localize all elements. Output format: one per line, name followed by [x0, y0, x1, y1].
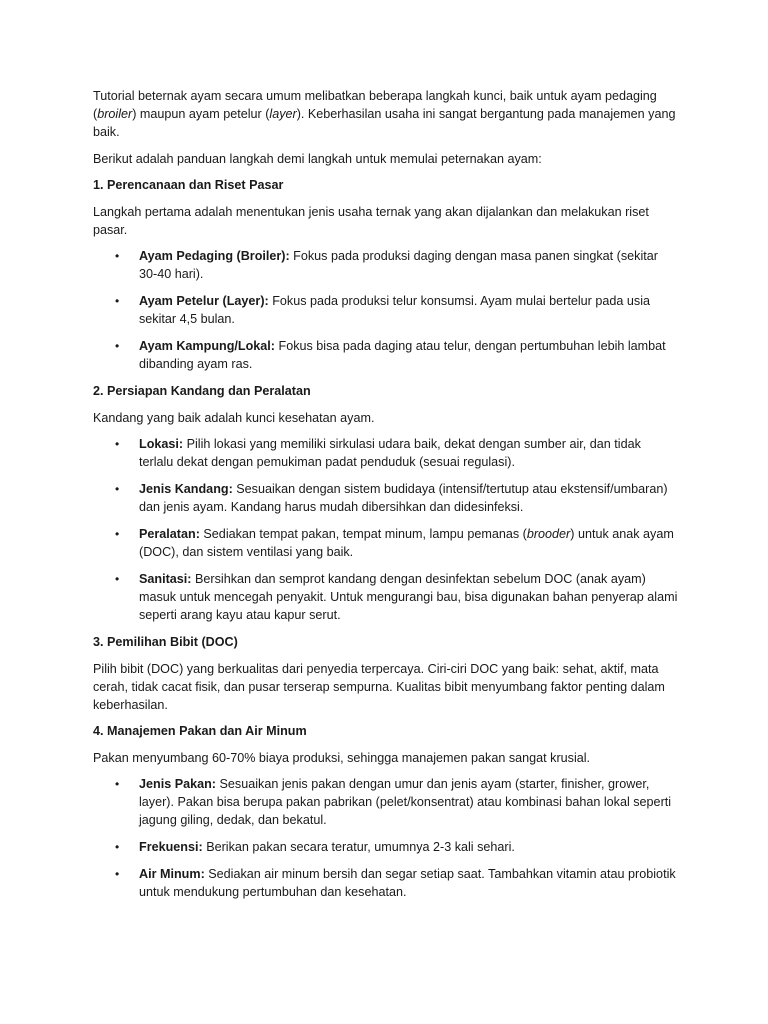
section-3-heading: 3. Pemilihan Bibit (DOC) [93, 635, 238, 649]
list-item: • Lokasi: Pilih lokasi yang memiliki sirkulasi udara baik, dekat dengan sumber air, dan tidak terlalu dekat dengan pemukiman padat penduduk (sesuai regulasi). [115, 437, 641, 469]
section-1-list [93, 247, 678, 373]
section-2-list [93, 435, 678, 624]
intro-guide-paragraph: Berikut adalah panduan langkah demi langkah untuk memulai peternakan ayam: [93, 151, 542, 166]
bullet-icon: • [115, 840, 120, 854]
bullet-icon: • [115, 249, 120, 263]
bullet-icon: • [115, 482, 120, 496]
list-item: • Ayam Kampung/Lokal: Fokus bisa pada daging atau telur, dengan pertumbuhan lebih lambat dibanding ayam ras. [115, 339, 666, 371]
bullet-icon: • [115, 339, 120, 353]
section-2-heading: 2. Persiapan Kandang dan Peralatan [93, 384, 311, 398]
bullet-icon: • [115, 527, 120, 541]
section-4-list [93, 775, 678, 901]
bullet-icon: • [115, 867, 120, 881]
section-4-heading: 4. Manajemen Pakan dan Air Minum [93, 724, 307, 738]
intro-paragraph: Tutorial beternak ayam secara umum melibatkan beberapa langkah kunci, baik untuk ayam pedaging (broiler) maupun ayam petelur (layer). Keberhasilan usaha ini sangat bergantung pada manajemen yang baik. [93, 89, 676, 139]
list-item: • Jenis Kandang: Sesuaikan dengan sistem budidaya (intensif/tertutup atau ekstensif/umbaran) dan jenis ayam. Kandang harus mudah dibersihkan dan didesinfeksi. [115, 482, 668, 514]
list-item: • Ayam Petelur (Layer): Fokus pada produksi telur konsumsi. Ayam mulai bertelur pada usia sekitar 4,5 bulan. [115, 294, 650, 326]
bullet-icon: • [115, 777, 120, 791]
section-2-lead: Kandang yang baik adalah kunci kesehatan ayam. [93, 410, 375, 425]
bullet-icon: • [115, 294, 120, 308]
list-item: • Jenis Pakan: Sesuaikan jenis pakan dengan umur dan jenis ayam (starter, finisher, grower, layer). Pakan bisa berupa pakan pabrikan (pelet/konsentrat) atau kombinasi bahan lokal seperti jagung giling, dedak, dan bekatul. [115, 777, 672, 827]
section-1-heading: 1. Perencanaan dan Riset Pasar [93, 178, 284, 192]
section-4-lead: Pakan menyumbang 60-70% biaya produksi, sehingga manajemen pakan sangat krusial. [93, 750, 591, 765]
list-item: • Air Minum: Sediakan air minum bersih dan segar setiap saat. Tambahkan vitamin atau probiotik untuk mendukung pertumbuhan dan kesehatan. [115, 867, 676, 899]
bullet-icon: • [115, 572, 120, 586]
list-item: • Ayam Pedaging (Broiler): Fokus pada produksi daging dengan masa panen singkat (sekitar 30-40 hari). [115, 249, 658, 281]
bullet-icon: • [115, 437, 120, 451]
section-3-lead: Pilih bibit (DOC) yang berkualitas dari penyedia terpercaya. Ciri-ciri DOC yang baik: sehat, aktif, mata cerah, tidak cacat fisik, dan pusar terserap sempurna. Kualitas bibit menyumbang faktor penting dalam keberhasilan. [93, 661, 665, 712]
section-1-lead: Langkah pertama adalah menentukan jenis usaha ternak yang akan dijalankan dan melakukan riset pasar. [93, 204, 649, 237]
list-item: • Peralatan: Sediakan tempat pakan, tempat minum, lampu pemanas (brooder) untuk anak ayam (DOC), dan sistem ventilasi yang baik. [115, 527, 674, 559]
list-item: • Sanitasi: Bersihkan dan semprot kandang dengan desinfektan sebelum DOC (anak ayam) masuk untuk mencegah penyakit. Untuk mengurangi bau, bisa digunakan bahan penyerap alami seperti arang kayu atau kapur serut. [115, 572, 678, 622]
list-item: • Frekuensi: Berikan pakan secara teratur, umumnya 2-3 kali sehari. [115, 840, 515, 854]
